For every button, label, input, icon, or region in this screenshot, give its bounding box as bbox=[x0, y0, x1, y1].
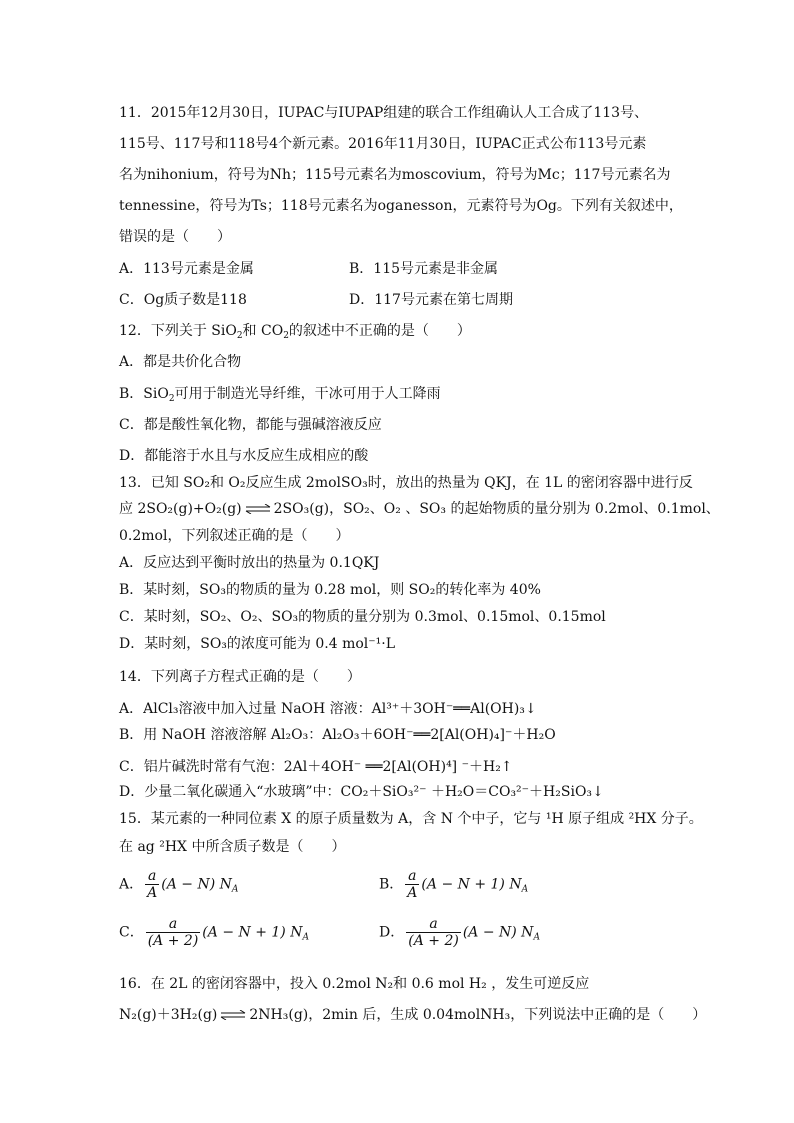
fraction: $\frac{a}{(A + 2)}$ bbox=[408, 916, 459, 949]
q13-line-2: 应 2SO₂(g)+O₂(g) 2SO₃(g)，SO₂、O₂ 、SO₃ 的起始物质的量分别为 0.2mol、0.1mol、 bbox=[119, 501, 720, 517]
q13-line-1: 13．已知 SO₂和 O₂反应生成 2molSO₃时，放出的热量为 QKJ，在 1L 的密闭容器中进行反 bbox=[119, 475, 693, 491]
q14-option-c: C．铝片碱洗时常有气泡：2Al＋4OH⁻ ══2[Al(OH)⁴] ⁻＋H₂↑ bbox=[119, 759, 513, 775]
q14-stem: 14．下列离子方程式正确的是（ ） bbox=[119, 669, 361, 685]
q11-option-d: D．117号元素在第七周期 bbox=[349, 292, 513, 308]
q14-option-d: D．少量二氧化碳通入“水玻璃”中：CO₂＋SiO₃²⁻ ＋H₂O＝CO₃²⁻＋H₂SiO₃↓ bbox=[119, 784, 604, 800]
q13-option-c: C．某时刻，SO₂、O₂、SO₃的物质的量分别为 0.3mol、0.15mol、0.15mol bbox=[119, 609, 606, 625]
q13-option-a: A．反应达到平衡时放出的热量为 0.1QKJ bbox=[119, 555, 380, 571]
q11-line-1: 11．2015年12月30日，IUPAC与IUPAP组建的联合工作组确认人工合成了113号、 bbox=[119, 105, 649, 121]
q12-option-a: A．都是共价化合物 bbox=[119, 354, 242, 370]
q12-stem: 12．下列关于 SiO$_2$和 $CO_2$的叙述中不正确的是（ ） bbox=[119, 323, 471, 341]
q15-option-b: B． $\frac{a}{A}$ (A − N + 1) $N_A$ bbox=[379, 868, 529, 901]
q13-option-b: B．某时刻，SO₃的物质的量为 0.28 mol，则 SO₂的转化率为 40% bbox=[119, 582, 541, 598]
fraction: $\frac{a}{A}$ bbox=[147, 868, 158, 901]
q11-line-2: 115号、117号和118号4个新元素。2016年11月30日，IUPAC正式公布113号元素 bbox=[119, 136, 647, 152]
q15-option-d: D． $\frac{a}{(A + 2)}$ (A − N) $N_A$ bbox=[379, 916, 540, 949]
fraction: $\frac{a}{(A + 2)}$ bbox=[147, 916, 199, 949]
q15-option-a: A． $\frac{a}{A}$ (A − N) $N_A$ bbox=[119, 868, 239, 901]
fraction: $\frac{a}{A}$ bbox=[407, 868, 418, 901]
q11-line-5: 错误的是（ ） bbox=[119, 229, 231, 245]
q15-line-1: 15．某元素的一种同位素 X 的原子质量数为 A，含 N 个中子，它与 ¹H 原子组成 ²HX 分子。 bbox=[119, 811, 703, 827]
q15-option-c: C． $\frac{a}{(A + 2)}$ (A − N + 1) $N_A$ bbox=[119, 916, 309, 949]
q16-line-2: N₂(g)＋3H₂(g) 2NH₃(g)，2min 后，生成 0.04molNH₃，下列说法中正确的是（ ） bbox=[119, 1007, 707, 1023]
q13-line-3: 0.2mol，下列叙述正确的是（ ） bbox=[119, 528, 350, 544]
equilibrium-arrow-icon bbox=[245, 504, 271, 514]
q11-option-c: C．Og质子数是118 bbox=[119, 292, 247, 308]
q12-option-b: B．SiO$_2$可用于制造光导纤维，干冰可用于人工降雨 bbox=[119, 386, 441, 404]
q11-line-4: tennessine，符号为Ts；118号元素名为oganesson，元素符号为Og。下列有关叙述中， bbox=[119, 198, 683, 214]
q12-option-c: C．都是酸性氧化物，都能与强碱溶液反应 bbox=[119, 417, 382, 433]
q11-option-b: B．115号元素是非金属 bbox=[349, 261, 499, 277]
q14-option-b: B．用 NaOH 溶液溶解 Al₂O₃：Al₂O₃＋6OH⁻══2[Al(OH)₄]⁻＋H₂O bbox=[119, 727, 556, 743]
q13-option-d: D．某时刻，SO₃的浓度可能为 0.4 mol⁻¹·L bbox=[119, 636, 396, 652]
q12-option-d: D．都能溶于水且与水反应生成相应的酸 bbox=[119, 448, 369, 464]
q16-line-1: 16．在 2L 的密闭容器中，投入 0.2mol N₂和 0.6 mol H₂ ，发生可逆反应 bbox=[119, 976, 590, 992]
q11-line-3: 名为nihonium，符号为Nh；115号元素名为moscovium，符号为Mc；117号元素名为 bbox=[119, 167, 671, 183]
q15-line-2: 在 ag ²HX 中所含质子数是（ ） bbox=[119, 839, 346, 855]
q14-option-a: A．AlCl₃溶液中加入过量 NaOH 溶液：Al³⁺＋3OH⁻══Al(OH)₃↓ bbox=[119, 701, 537, 717]
equilibrium-arrow-icon bbox=[220, 1010, 246, 1020]
q11-option-a: A．113号元素是金属 bbox=[119, 261, 254, 277]
